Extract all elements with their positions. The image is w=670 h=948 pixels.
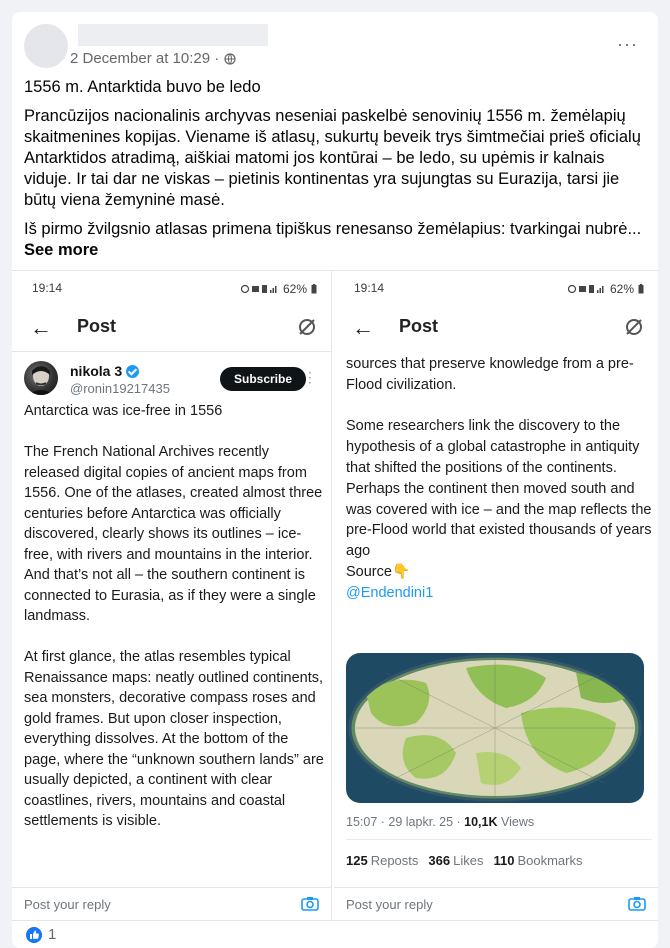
status-icons bbox=[241, 284, 279, 294]
back-arrow-icon[interactable]: ← bbox=[352, 315, 374, 340]
post-images[interactable] bbox=[12, 270, 658, 920]
status-bar bbox=[32, 281, 317, 297]
tweet-more-icon[interactable]: ⋮ bbox=[303, 369, 317, 385]
camera-icon[interactable] bbox=[301, 896, 319, 911]
tweet-body bbox=[24, 401, 324, 852]
post-topbar bbox=[334, 311, 658, 351]
author-name-redacted bbox=[78, 24, 268, 46]
battery-level: 62% bbox=[609, 282, 634, 296]
tweet-headline: Antarctica was ice-free in 1556 bbox=[24, 403, 223, 419]
tweet-paragraph-2: Some researchers link the discovery to the hypothesis of a global catastrophe in antiquity that shifted the positions of the continents. Perhaps the continent then moved south and was covered with ice – and the map reflects the pre-Flood world that existed thousands of years ago bbox=[346, 418, 652, 560]
reply-bar bbox=[12, 887, 331, 921]
post-header bbox=[12, 12, 658, 82]
tweet-author-handle[interactable]: @ronin19217435 bbox=[70, 381, 170, 396]
reposts-count: 125 bbox=[346, 853, 368, 868]
views-label: Views bbox=[497, 815, 535, 829]
status-right bbox=[241, 281, 317, 297]
reply-input[interactable]: Post your reply bbox=[346, 897, 433, 912]
map-image[interactable] bbox=[346, 653, 644, 803]
reply-input[interactable]: Post your reply bbox=[24, 897, 111, 912]
post-paragraph-2 bbox=[24, 219, 648, 261]
status-icons bbox=[568, 284, 606, 294]
tweet-stats bbox=[346, 853, 582, 868]
divider bbox=[346, 839, 652, 840]
reactions-bar bbox=[12, 920, 658, 948]
post-title: Post bbox=[77, 316, 117, 336]
bookmarks-count: 110 bbox=[493, 853, 515, 868]
post-title: Post bbox=[399, 316, 439, 336]
bookmarks-stat[interactable] bbox=[493, 853, 582, 868]
author-avatar[interactable] bbox=[24, 24, 68, 68]
screenshot-left[interactable] bbox=[12, 271, 332, 921]
status-bar bbox=[354, 281, 644, 297]
post-topbar bbox=[12, 311, 331, 351]
tweet-timestamp bbox=[346, 815, 534, 829]
views-count: 10,1K bbox=[464, 815, 498, 829]
screenshot-right[interactable] bbox=[334, 271, 658, 921]
tweet-body bbox=[346, 354, 652, 604]
post-text bbox=[24, 77, 648, 269]
subscribe-button[interactable]: Subscribe bbox=[220, 367, 306, 391]
grok-icon[interactable] bbox=[624, 317, 644, 337]
post-title-line: 1556 m. Antarktida buvo be ledo bbox=[24, 78, 261, 96]
status-right bbox=[568, 281, 644, 297]
tweet-author-avatar[interactable] bbox=[24, 361, 58, 395]
likes-label: Likes bbox=[453, 853, 484, 868]
tweet-paragraph-1: The French National Archives recently released digital copies of ancient maps from 1556. One of the atlases, created almost three centuries before Antarctica was officially discovered, clearly shows its outlines – ice-free, with rivers and mountains in the interior. And that’s not all – the southern continent is connected to Eurasia, as if they were a single landmass. bbox=[24, 444, 323, 624]
globe-icon bbox=[224, 53, 236, 65]
reposts-label: Reposts bbox=[370, 853, 419, 868]
grok-icon[interactable] bbox=[297, 317, 317, 337]
see-more-link[interactable]: See more bbox=[24, 241, 99, 259]
portrait-icon bbox=[24, 361, 58, 395]
tweet-author-name[interactable] bbox=[70, 363, 139, 379]
battery-icon bbox=[638, 284, 644, 294]
post-paragraph-2-text: Iš pirmo žvilgsnio atlasas primena tipiškus renesanso žemėlapius: tvarkingai nubrė... bbox=[24, 220, 642, 238]
post-paragraph-1: Prancūzijos nacionalinis archyvas neseniai paskelbė senovinių 1556 m. žemėlapių skaitmenines kopijas. Viename iš atlasų, sukurtų beveik trys šimtmečiai prieš oficialų Antarktidos atradimą, aiškiai matomi jos kontūrai – be ledo, su upėmis ir kalnais viduje. Ir tai dar ne viskas – pietinis kontinentas yra sujungtas su Eurazija, tarsi jie būtų viena žemyninė masė. bbox=[24, 107, 641, 209]
verified-badge-icon bbox=[126, 365, 139, 378]
status-time: 19:14 bbox=[32, 281, 63, 295]
ancient-map-illustration bbox=[346, 653, 644, 803]
back-arrow-icon[interactable]: ← bbox=[30, 315, 52, 340]
tweet-author-name-text: nikola 3 bbox=[70, 363, 123, 379]
facebook-post-card bbox=[12, 12, 658, 948]
post-timestamp[interactable]: 2 December at 10:29 · bbox=[70, 50, 220, 67]
bookmarks-label: Bookmarks bbox=[517, 853, 583, 868]
tweet-paragraph-1: sources that preserve knowledge from a pre-Flood civilization. bbox=[346, 356, 634, 393]
battery-level: 62% bbox=[282, 282, 307, 296]
status-time: 19:14 bbox=[354, 281, 385, 295]
reactions-count[interactable]: 1 bbox=[48, 926, 57, 943]
divider bbox=[12, 351, 331, 352]
tweet-time-text: 15:07 · 29 lapkr. 25 · bbox=[346, 815, 465, 829]
reposts-stat[interactable] bbox=[346, 853, 418, 868]
tweet-paragraph-2: At first glance, the atlas resembles typical Renaissance maps: neatly outlined continents, sea monsters, decorative compass roses and gold frames. But upon closer inspection, everything dissolves. At the bottom of the page, where the “unknown southern lands” are usually depicted, a continent with clear coastlines, rivers, mountains and coastal settlements is visible. bbox=[24, 649, 324, 829]
tweet-source-handle[interactable]: @Endendini1 bbox=[346, 584, 434, 601]
camera-icon[interactable] bbox=[628, 896, 646, 911]
more-options-icon[interactable]: ··· bbox=[617, 34, 638, 54]
post-meta bbox=[70, 50, 236, 67]
battery-icon bbox=[311, 284, 317, 294]
reply-bar bbox=[334, 887, 658, 921]
likes-stat[interactable] bbox=[428, 853, 483, 868]
tweet-source-label: Source👇 bbox=[346, 563, 410, 580]
likes-count: 366 bbox=[428, 853, 451, 868]
like-reaction-icon[interactable] bbox=[26, 927, 42, 943]
